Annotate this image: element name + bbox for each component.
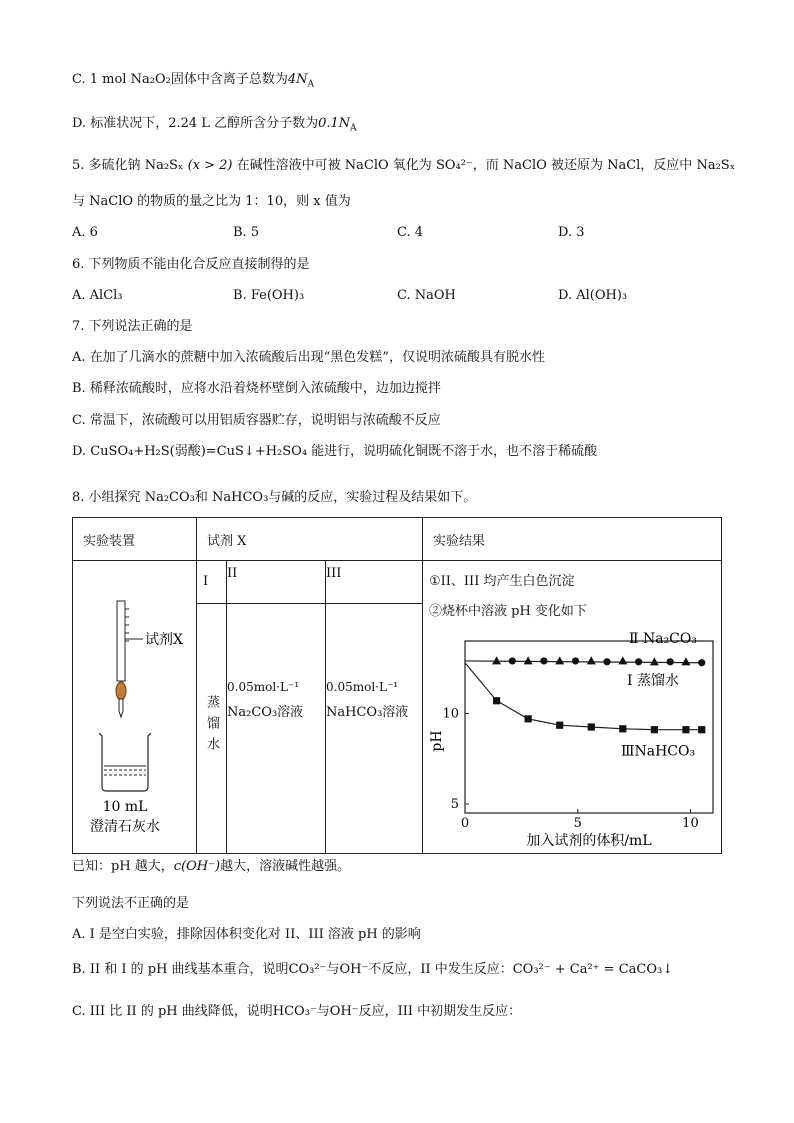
q6-stem: 6. 下列物质不能由化合反应直接制得的是 [72,257,310,272]
point-na2co3-6 [681,657,690,665]
option-c-value: 4N [287,72,308,87]
q6-options [72,287,732,305]
point-na2co3-0 [492,656,501,664]
known-line [72,858,350,876]
sol-iii-conc: 0.05mol·L⁻¹ [326,680,399,694]
x-tick-label-1: 5 [573,816,582,831]
q8-option-b-3: 不反应，II 中发生反应： [368,962,513,977]
apparatus-cell [73,561,197,854]
apparatus-reagent-label: 试剂X [145,632,183,648]
q8-option-b-2: 与 [326,962,340,977]
apparatus-liquid: 澄清石灰水 [90,819,160,835]
col-ii-label: II [227,561,326,604]
q8-option-c-2: 与 [316,1004,330,1019]
series-label-nahco3: ⅢNaHCO₃ [621,743,696,760]
sol-ii-name: Na₂CO₃溶液 [227,705,304,720]
q5-condition: (x > 2) [187,158,233,173]
q8-option-c-ion: HCO₃⁻ [272,1004,317,1019]
point-water-5 [667,658,674,665]
q8-option-a: A. I 是空白实验，排除因体积变化对 II、III 溶液 pH 的影响 [72,927,421,942]
q5-options [72,224,732,242]
header-device: 实验装置 [73,518,197,561]
burette-tip [119,699,123,717]
q8-stem-a: 8. 小组探究 [72,490,141,505]
ph-chart [423,627,722,853]
known-c: c(OH⁻) [173,859,221,874]
point-na2co3-3 [587,656,596,664]
option-d-value: 0.1N [318,116,351,131]
option-d-sub: A [350,123,357,134]
q8-formula-2: NaHCO₃ [212,490,269,505]
q6-option-a: A. AlCl₃ [72,288,123,303]
point-na2co3-4 [618,656,627,664]
q5-stem-b: 在碱性溶液中可被 NaClO 氧化为 [236,158,432,173]
q8-option-b-1: B. II 和 I 的 pH 曲线基本重合，说明 [72,962,289,977]
header-reagent: 试剂 X [197,518,423,561]
point-nahco3-1 [493,697,500,704]
option-c-line [72,71,314,94]
series-label-na2co3: Ⅱ Na₂CO₃ [629,630,697,647]
q5-option-c: C. 4 [397,225,424,240]
sol-ii-conc: 0.05mol·L⁻¹ [227,680,300,694]
q5-formula: Na₂Sₓ [144,158,184,173]
option-d-line [72,115,357,138]
q8-formula-1: Na₂CO₃ [144,490,195,505]
q8-option-b-eq: CO₃²⁻ + Ca²⁺ = CaCO₃↓ [512,962,674,977]
point-water-2 [572,657,579,664]
x-axis-label: 加入试剂的体积/mL [526,833,652,849]
q5-option-d: D. 3 [558,225,585,240]
q5-ion: SO₄²⁻ [435,158,473,173]
point-nahco3-2 [525,715,532,722]
result-1: ①II、III 均产生白色沉淀 [429,574,575,589]
burette-tube [117,601,125,681]
point-nahco3-6 [651,726,658,733]
result-cell [423,561,722,854]
sol-iii-cell [326,604,423,854]
water-cell [197,604,227,854]
q8-option-b-ion: CO₃²⁻ [288,962,327,977]
point-nahco3-3 [556,722,563,729]
sol-ii-cell [227,604,326,854]
apparatus-volume: 10 mL [102,799,148,815]
option-c-prefix: C. 1 mol [72,72,127,87]
point-nahco3-7 [682,726,689,733]
q8-option-c-oh: OH⁻ [329,1004,359,1019]
point-na2co3-1 [524,656,533,664]
x-tick-label-2: 10 [682,816,699,831]
series-top-line [465,661,702,663]
q7-option-c: C. 常温下，浓硫酸可以用铝质容器贮存，说明铝与浓硫酸不反应 [72,413,441,428]
option-c-sub: A [307,79,314,90]
point-water-3 [603,658,610,665]
known-b: 越大，溶液碱性越强。 [220,859,351,874]
sol-iii-name: NaHCO₃溶液 [326,705,409,720]
point-water-4 [635,658,642,665]
point-na2co3-2 [555,656,564,664]
q5-stem-c: ，而 NaClO 被还原为 NaCl，反应中 [472,158,693,173]
point-nahco3-4 [588,723,595,730]
series-label-water: Ⅰ 蒸馏水 [627,672,679,689]
q7-option-b: B. 稀释浓硫酸时，应将水沿着烧杯壁倒入浓硫酸中，边加边搅拌 [72,381,441,396]
q8-option-b [72,961,673,979]
y-tick-label-0: 5 [450,796,459,812]
q6-option-d: D. Al(OH)₃ [558,288,628,303]
apparatus-diagram [73,561,197,845]
q5-stem [72,157,735,175]
header-result: 实验结果 [423,518,722,561]
q5-option-b: B. 5 [233,225,260,240]
beaker [99,733,151,791]
water-label: 蒸馏水 [204,695,219,758]
q8-option-c [72,1003,521,1021]
result-2: ②烧杯中溶液 pH 变化如下 [429,604,587,619]
q5-stem-a: 5. 多硫化钠 [72,158,141,173]
q6-option-c: C. NaOH [397,288,456,303]
q6-option-b: B. Fe(OH)₃ [233,288,305,303]
q8-stem [72,489,476,507]
q7-option-d: D. CuSO₄+H₂S(弱酸)=CuS↓+H₂SO₄ 能进行，说明硫化铜既不溶于水，也不溶于稀硫酸 [72,444,598,459]
q8-question: 下列说法不正确的是 [72,896,190,911]
known-a: 已知：pH 越大， [72,859,174,874]
point-water-0 [509,657,516,664]
point-na2co3-5 [650,657,659,665]
q8-stem-b: 与碱的反应，实验过程及结果如下。 [268,490,477,505]
q7-stem: 7. 下列说法正确的是 [72,319,193,334]
point-nahco3-5 [619,725,626,732]
point-nahco3-8 [698,726,705,733]
q7-option-a: A. 在加了几滴水的蔗糖中加入浓硫酸后出现“黑色发糕”，仅说明浓硫酸具有脱水性 [72,350,545,365]
q8-option-b-oh: OH⁻ [339,962,369,977]
col-iii-label: III [326,561,423,604]
y-tick-label-1: 10 [442,706,459,722]
q5-option-a: A. 6 [72,225,98,240]
q5-formula-2: Na₂Sₓ [696,158,736,173]
q8-and: 和 [194,490,208,505]
y-axis-label: pH [429,730,445,752]
q5-stem-line2: 与 NaClO 的物质的量之比为 1：10，则 x 值为 [72,194,351,209]
option-c-formula: Na₂O₂ [130,72,171,87]
point-water-1 [540,657,547,664]
col-i-label: I [197,561,227,604]
x-tick-label-0: 0 [460,816,470,831]
option-d-text: D. 标准状况下，2.24 L 乙醇所含分子数为 [72,116,319,131]
burette-stopcock [116,682,126,700]
experiment-table [72,517,722,854]
option-c-text: 固体中含离子总数为 [170,72,288,87]
point-water-6 [698,659,705,666]
q8-option-c-3: 反应，III 中初期发生反应： [358,1004,522,1019]
q8-option-c-1: C. III 比 II 的 pH 曲线降低，说明 [72,1004,273,1019]
